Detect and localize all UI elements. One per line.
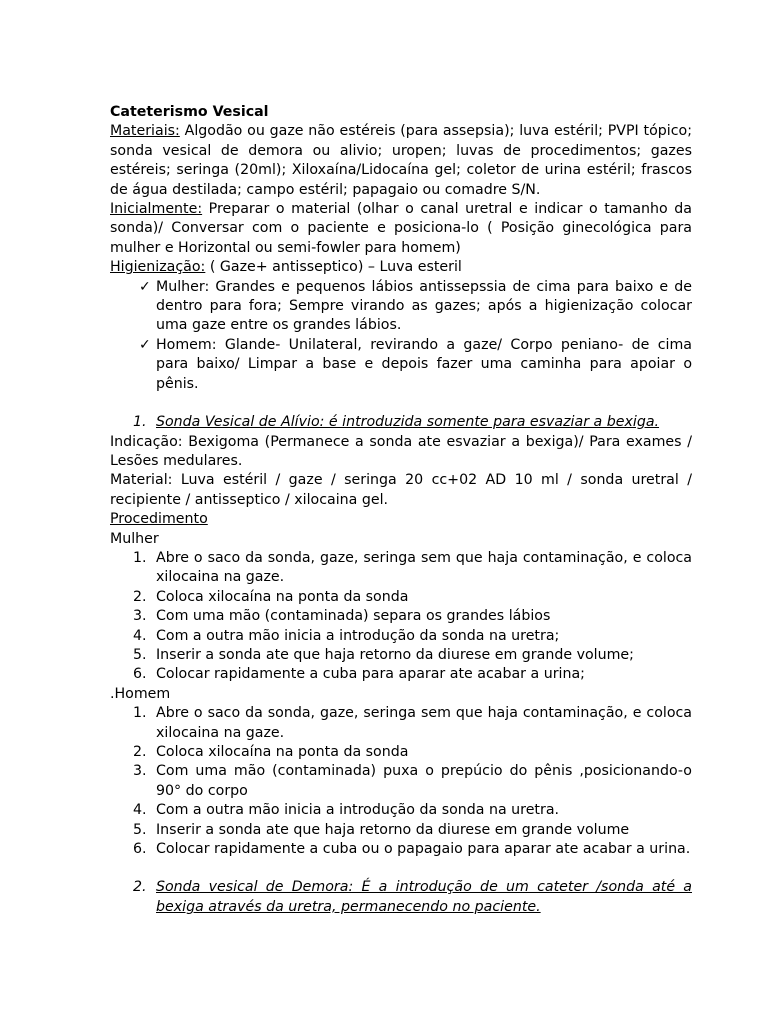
section-heading-demora [110,878,692,917]
section-number: 1. [133,414,147,431]
step-text: Com uma mão (contaminada) puxa o prepúcio do pênis ,posicionando-o 90° do corpo [156,763,692,799]
step-number: 6. [133,666,147,683]
list-item [133,704,692,743]
list-item [133,549,692,588]
step-text: Colocar rapidamente a cuba ou o papagaio para aparar ate acabar a urina. [156,841,691,858]
checklist-item-text: Mulher: Grandes e pequenos lábios antissepssia de cima para baixo e de dentro para fora; Sempre virando as gazes; após a higienização colocar uma gaze entre os grandes lábios. [156,278,692,334]
higienizacao-text: ( Gaze+ antisseptico) – Luva esteril [205,259,462,276]
list-item [133,646,692,665]
step-text: Com uma mão (contaminada) separa os grandes lábios [156,608,551,625]
check-mark-icon: ✓ [139,278,151,295]
checklist-item [139,336,692,394]
materiais-paragraph [110,122,692,200]
step-text: Coloca xilocaína na ponta da sonda [156,588,409,605]
checklist-item-text: Homem: Glande- Unilateral, revirando a gaze/ Corpo peniano- de cima para baixo/ Limpar a base e depois fazer uma caminha para apoiar o pênis. [156,336,692,392]
higienizacao-label: Higienização: [110,259,206,276]
section-heading-alivio [110,413,692,432]
higienizacao-checklist [110,278,692,394]
step-text: Colocar rapidamente a cuba para aparar ate acabar a urina; [156,666,585,683]
list-item [133,665,692,684]
inicialmente-label: Inicialmente: [110,201,203,218]
step-text: Com a outra mão inicia a introdução da sonda na uretra; [156,627,560,644]
section-number: 2. [133,879,147,896]
step-text: Abre o saco da sonda, gaze, seringa sem que haja contaminação, e coloca xilocaina na gaze. [156,549,692,586]
step-text: Inserir a sonda ate que haja retorno da diurese em grande volume [156,821,630,838]
mulher-label: Mulher [110,530,159,547]
list-item [133,821,692,840]
section-heading-text: Sonda vesical de Demora: É a introdução de um cateter /sonda até a bexiga através da uretra, permanecendo no paciente. [156,879,692,915]
mulher-steps [110,549,692,685]
list-item [133,588,692,607]
step-number: 4. [133,627,147,644]
step-text: Coloca xilocaína na ponta da sonda [156,744,409,760]
step-number: 5. [133,821,147,838]
step-number: 2. [133,744,147,760]
homem-label: .Homem [110,685,171,702]
homem-steps [110,704,692,859]
material-paragraph: Material: Luva estéril / gaze / seringa 20 cc+02 AD 10 ml / sonda uretral / recipiente / antisseptico / xilocaina gel. [110,472,692,508]
section-heading-text: Sonda Vesical de Alívio: é introduzida somente para esvaziar a bexiga. [156,414,660,431]
step-text: Inserir a sonda ate que haja retorno da diurese em grande volume; [156,646,634,663]
list-item [133,801,692,820]
step-number: 3. [133,763,147,780]
step-text: Com a outra mão inicia a introdução da sonda na uretra. [156,802,560,819]
list-item [133,627,692,646]
materiais-text: Algodão ou gaze não estéreis (para assepsia); luva estéril; PVPI tópico; sonda vesical de demora ou alivio; uropen; luvas de procedimentos; gazes estéreis; seringa (20ml); Xiloxaína/Lidocaína gel; coletor de urina estéril; frascos de água destilada; campo estéril; papagaio ou comadre S/N. [110,123,692,198]
step-number: 1. [133,549,147,566]
step-number: 5. [133,646,147,663]
procedimento-label: Procedimento [110,511,208,528]
step-number: 2. [133,588,147,605]
list-item [133,762,692,801]
inicialmente-paragraph [110,200,692,258]
document-title: Cateterismo Vesical [110,104,269,120]
list-item [133,607,692,626]
checklist-item [139,278,692,336]
materiais-label: Materiais: [110,123,180,140]
higienizacao-paragraph [110,258,692,277]
check-mark-icon: ✓ [139,336,151,353]
step-number: 1. [133,705,147,722]
step-text: Abre o saco da sonda, gaze, seringa sem que haja contaminação, e coloca xilocaina na gaze. [156,705,692,741]
step-number: 4. [133,802,147,819]
indicacao-paragraph: Indicação: Bexigoma (Permanece a sonda ate esvaziar a bexiga)/ Para exames / Lesões medulares. [110,433,692,469]
step-number: 3. [133,608,147,625]
list-item [133,743,692,762]
step-number: 6. [133,841,147,858]
inicialmente-text: Preparar o material (olhar o canal uretral e indicar o tamanho da sonda)/ Conversar com o paciente e posiciona-lo ( Posição ginecológica para mulher e Horizontal ou semi-fowler para homem) [110,201,692,256]
list-item [133,840,692,859]
